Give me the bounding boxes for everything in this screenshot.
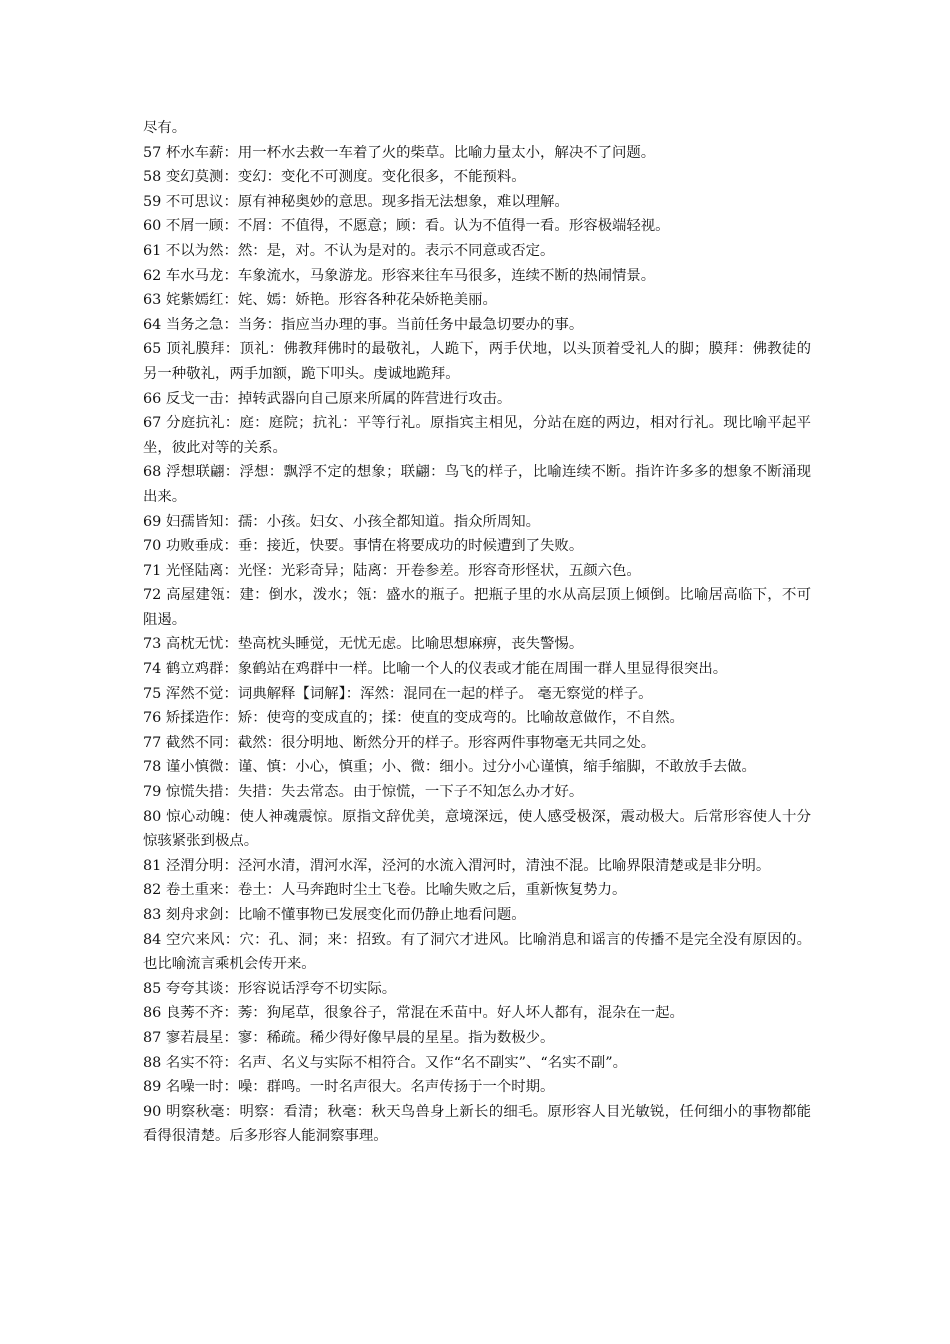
idiom-entry-58: 58 变幻莫测：变幻：变化不可测度。变化很多，不能预料。: [143, 169, 526, 186]
idiom-entry-87: 87 寥若晨星：寥：稀疏。稀少得好像早晨的星星。指为数极少。: [143, 1029, 555, 1046]
idiom-entry-63: 63 姹紫嫣红：姹、嫣：娇艳。形容各种花朵娇艳美丽。: [143, 292, 497, 309]
idiom-entry-79: 79 惊慌失措：失措：失去常态。由于惊慌，一下子不知怎么办才好。: [143, 784, 584, 801]
idiom-entry-86: 86 良莠不齐：莠：狗尾草，很象谷子，常混在禾苗中。好人坏人都有，混杂在一起。: [143, 1005, 684, 1022]
idiom-entry-72: 72 高屋建瓴：建：倒水，泼水；瓴：盛水的瓶子。把瓶子里的水从高层顶上倾倒。比喻居高临下，不可阻遏。: [143, 587, 811, 628]
idiom-entry-69: 69 妇孺皆知：孺：小孩。妇女、小孩全都知道。指众所周知。: [143, 513, 541, 530]
idiom-entry-89: 89 名噪一时：噪：群鸣。一时名声很大。名声传扬于一个时期。: [143, 1079, 555, 1096]
idiom-entry-80: 80 惊心动魄：使人神魂震惊。原指文辞优美，意境深远，使人感受极深，震动极大。后常形容使人十分惊骇紧张到极点。: [143, 808, 811, 850]
idiom-entry-59: 59 不可思议：原有神秘奥妙的意思。现多指无法想象，难以理解。: [143, 193, 569, 210]
idiom-entry-81: 81 泾渭分明：泾河水清，渭河水浑，泾河的水流入渭河时，清浊不混。比喻界限清楚或是非分明。: [143, 857, 771, 874]
idiom-entry-66: 66 反戈一击：掉转武器向自己原来所属的阵营进行攻击。: [143, 390, 512, 407]
idiom-entry-78: 78 谨小慎微：谨、慎：小心，慎重；小、微：细小。过分小心谨慎，缩手缩脚，不敢放手去做。: [143, 759, 756, 776]
document-page: [143, 116, 811, 1149]
idiom-entry-85: 85 夸夸其谈：形容说话浮夸不切实际。: [143, 980, 397, 997]
idiom-entry-84: 84 空穴来风：穴：孔、洞；来：招致。有了洞穴才进风。比喻消息和谣言的传播不是完全没有原因的。也比喻流言乘机会传开来。: [143, 931, 811, 973]
idiom-entry-77: 77 截然不同：截然：很分明地、断然分开的样子。形容两件事物毫无共同之处。: [143, 734, 656, 751]
idiom-entry-70: 70 功败垂成：垂：接近，快要。事情在将要成功的时候遭到了失败。: [143, 538, 584, 555]
idiom-entry-71: 71 光怪陆离：光怪：光彩奇异；陆离：开卷参差。形容奇形怪状，五颜六色。: [143, 562, 641, 579]
idiom-entry-68: 68 浮想联翩：浮想：飘浮不定的想象；联翩：鸟飞的样子，比喻连续不断。指许许多多的想象不断涌现出来。: [143, 464, 811, 505]
idiom-entry-60: 60 不屑一顾：不屑：不值得，不愿意；顾：看。认为不值得一看。形容极端轻视。: [143, 218, 670, 235]
idiom-entry-67: 67 分庭抗礼：庭：庭院；抗礼：平等行礼。原指宾主相见，分站在庭的两边，相对行礼。现比喻平起平坐，彼此对等的关系。: [143, 415, 811, 456]
idiom-entry-73: 73 高枕无忧：垫高枕头睡觉，无忧无虑。比喻思想麻痹，丧失警惕。: [143, 636, 584, 653]
idiom-entry-65: 65 顶礼膜拜：顶礼：佛教拜佛时的最敬礼，人跪下，两手伏地，以头顶着受礼人的脚；膜拜：佛教徒的另一种敬礼，两手加额，跪下叩头。虔诚地跪拜。: [143, 341, 811, 382]
idiom-entry-75: 75 浑然不觉：词典解释【词解】：浑然：混同在一起的样子。 毫无察觉的样子。: [143, 685, 653, 702]
idiom-entry-83: 83 刻舟求剑：比喻不懂事物已发展变化而仍静止地看问题。: [143, 907, 526, 923]
idiom-entry-76: 76 矫揉造作：矫：使弯的变成直的；揉：使直的变成弯的。比喻故意做作，不自然。: [143, 710, 684, 727]
idiom-entry-88: 88 名实不符：名声、名义与实际不相符合。又作“名不副实”、“名实不副”。: [143, 1054, 628, 1071]
idiom-entry-90: 90 明察秋毫：明察：看清；秋毫：秋天鸟兽身上新长的细毛。原形容人目光敏锐，任何细小的事物都能看得很清楚。后多形容人能洞察事理。: [143, 1103, 811, 1145]
paragraph-continuation: 尽有。: [143, 120, 187, 136]
idiom-entry-62: 62 车水马龙：车象流水，马象游龙。形容来往车马很多，连续不断的热闹情景。: [143, 267, 656, 284]
idiom-entry-61: 61 不以为然：然：是，对。不认为是对的。表示不同意或否定。: [143, 242, 555, 259]
idiom-entry-82: 82 卷土重来：卷土：人马奔跑时尘土飞卷。比喻失败之后，重新恢复势力。: [143, 882, 627, 899]
idiom-entry-57: 57 杯水车薪：用一杯水去救一车着了火的柴草。比喻力量太小，解决不了问题。: [143, 144, 656, 161]
idiom-entry-74: 74 鹤立鸡群：象鹤站在鸡群中一样。比喻一个人的仪表或才能在周围一群人里显得很突出。: [143, 661, 728, 678]
idiom-entry-64: 64 当务之急：当务：指应当办理的事。当前任务中最急切要办的事。: [143, 316, 584, 333]
